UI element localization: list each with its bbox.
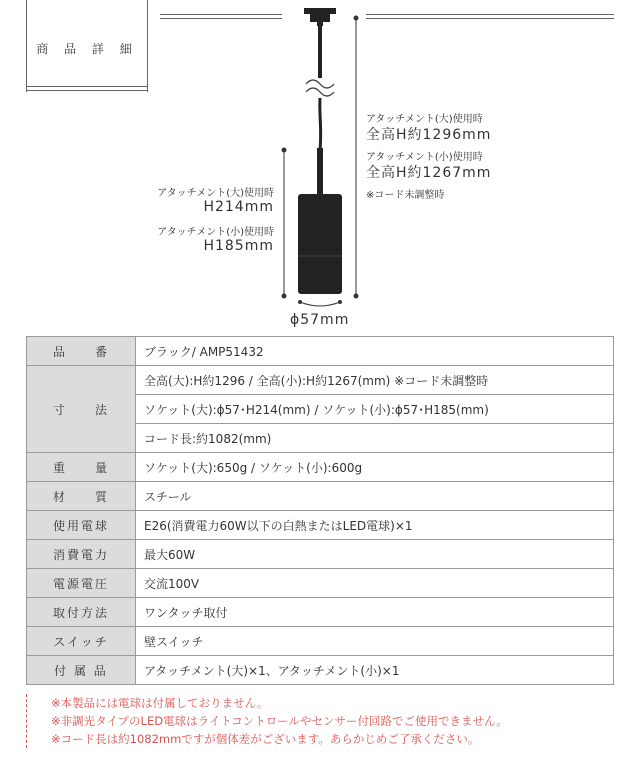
table-row — [27, 453, 614, 482]
page-title: 商 品 詳 細 — [36, 42, 138, 56]
row-value: ソケット(大):ϕ57･H214(mm) / ソケット(小):ϕ57･H185(mm) — [136, 395, 614, 424]
notes — [26, 694, 640, 748]
row-label: 取付方法 — [27, 598, 136, 627]
note-line: ※本製品には電球は付属しておりません。 — [51, 696, 269, 710]
table-row — [27, 511, 614, 540]
row-label: 重 量 — [27, 453, 136, 482]
socket-body — [298, 194, 342, 294]
row-value: ソケット(大):650g / ソケット(小):600g — [136, 453, 614, 482]
table-row — [27, 598, 614, 627]
socket-large-value: H214mm — [203, 199, 274, 215]
row-label: 品 番 — [27, 337, 136, 366]
cord-small-value: 全高H約1267mm — [366, 165, 492, 181]
break-mark-icon — [306, 80, 334, 96]
product-dimension-diagram — [0, 0, 640, 335]
socket-large-label: アタッチメント(大)使用時 — [157, 188, 274, 199]
row-label: 材 質 — [27, 482, 136, 511]
row-value: アタッチメント(大)×1、アタッチメント(小)×1 — [136, 656, 614, 685]
spec-table — [26, 336, 614, 685]
row-label: 使用電球 — [27, 511, 136, 540]
cord-note: ※コード未調整時 — [366, 190, 445, 201]
cord-large-value: 全高H約1296mm — [366, 127, 492, 143]
note-line: ※コード長は約1082mmですが個体差がございます。あらかじめご了承ください。 — [51, 732, 480, 746]
row-label: 付 属 品 — [27, 656, 136, 685]
row-value: E26(消費電力60W以下の白熱またはLED電球)×1 — [136, 511, 614, 540]
row-label: 消費電力 — [27, 540, 136, 569]
cord — [320, 98, 321, 150]
track-adapter-icon — [304, 8, 336, 26]
table-row — [27, 569, 614, 598]
row-value: スチール — [136, 482, 614, 511]
row-value: 最大60W — [136, 540, 614, 569]
diameter-label: ϕ57mm — [290, 312, 350, 328]
table-row — [27, 482, 614, 511]
row-value: ブラック/ AMP51432 — [136, 337, 614, 366]
cord-large-label: アタッチメント(大)使用時 — [366, 114, 483, 125]
row-label: スイッチ — [27, 627, 136, 656]
table-row — [27, 540, 614, 569]
stem — [318, 26, 322, 78]
socket-small-value: H185mm — [203, 238, 274, 254]
table-row — [27, 656, 614, 685]
table-row — [27, 366, 614, 395]
row-value: 交流100V — [136, 569, 614, 598]
row-value: ワンタッチ取付 — [136, 598, 614, 627]
table-row — [27, 627, 614, 656]
row-label: 寸 法 — [27, 366, 136, 453]
diameter-arc — [300, 302, 340, 306]
note-line: ※非調光タイプのLED電球はライトコントロールやセンサー付回路でご使用できません。 — [51, 714, 508, 728]
cord-small-label: アタッチメント(小)使用時 — [366, 152, 483, 163]
row-label: 電源電圧 — [27, 569, 136, 598]
row-value: コード長:約1082(mm) — [136, 424, 614, 453]
row-value: 壁スイッチ — [136, 627, 614, 656]
table-row — [27, 337, 614, 366]
socket-small-label: アタッチメント(小)使用時 — [157, 227, 274, 238]
row-value: 全高(大):H約1296 / 全高(小):H約1267(mm) ※コード未調整時 — [136, 366, 614, 395]
